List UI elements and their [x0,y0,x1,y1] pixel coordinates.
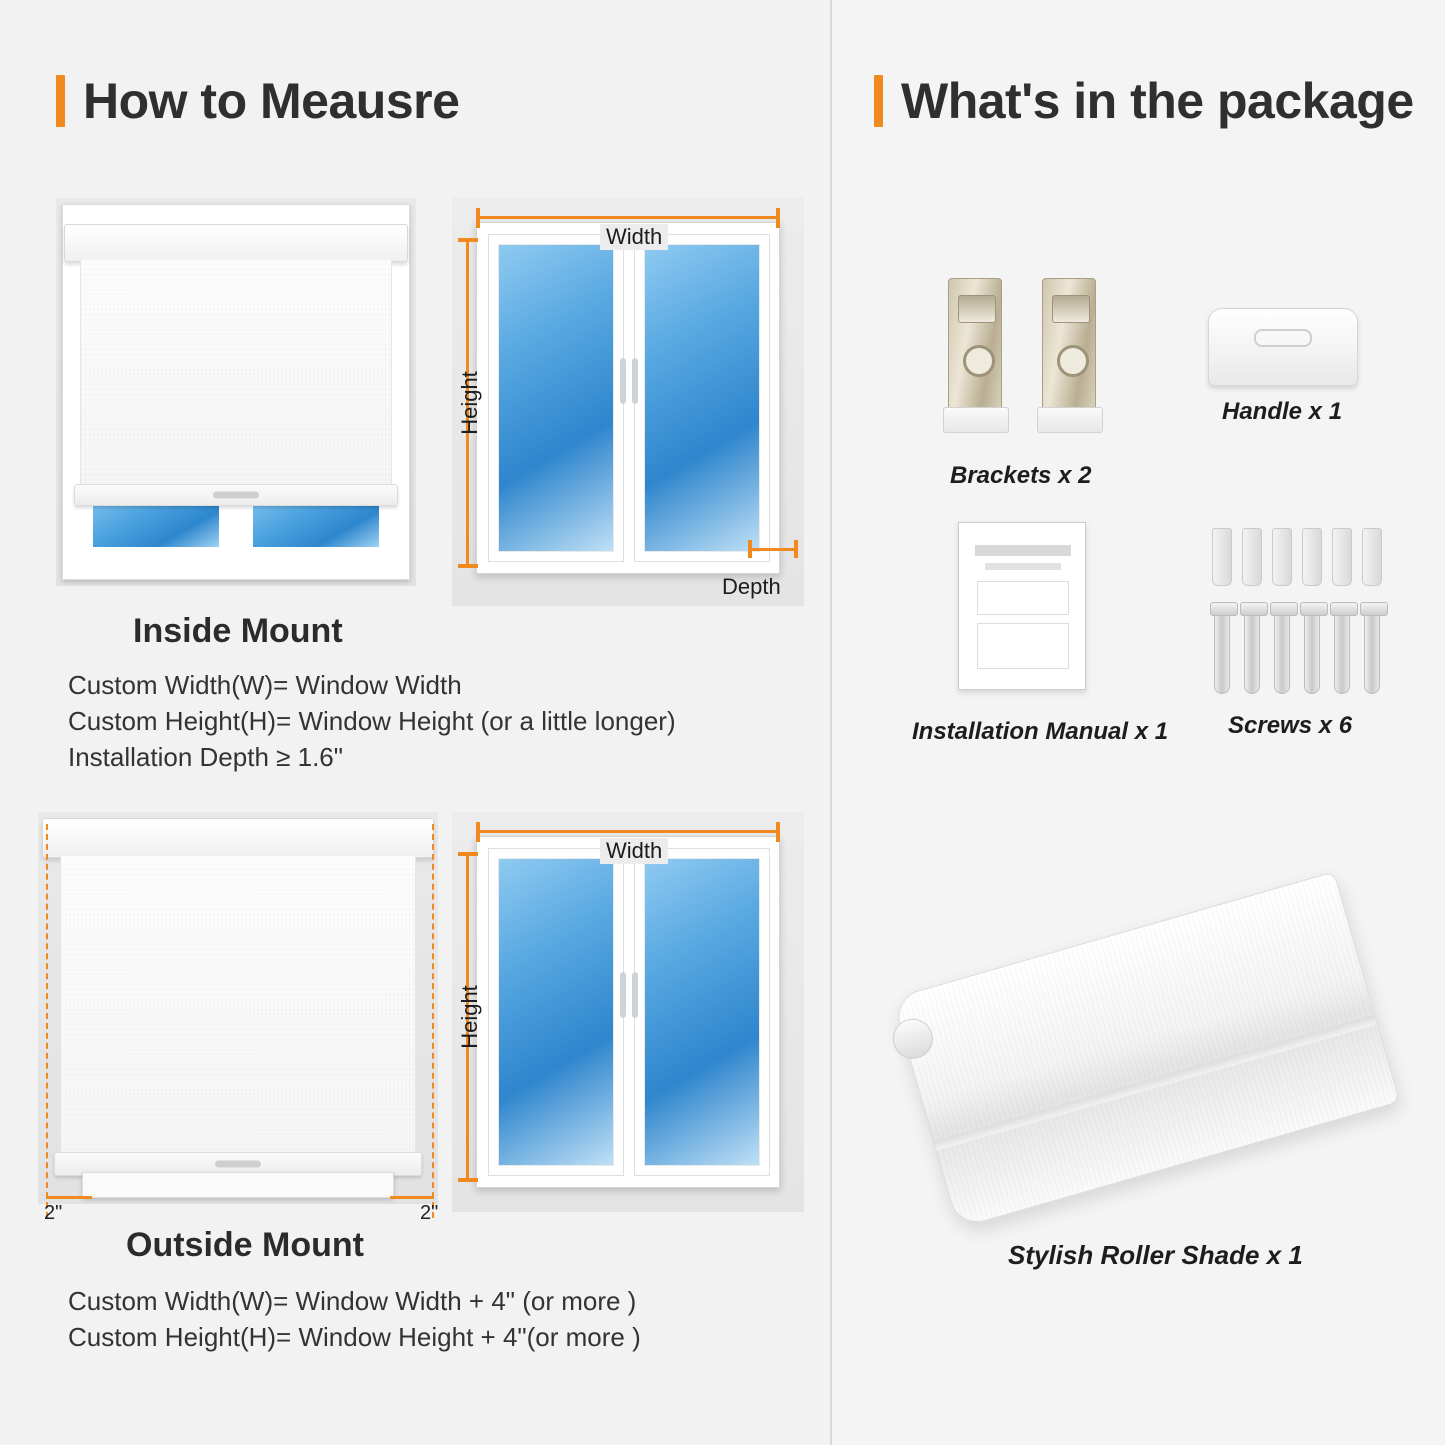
screws-label: Screws x 6 [1228,712,1353,739]
depth-measure-line [748,548,798,551]
inside-mount-dimension-window [452,198,804,606]
wall-anchor-5 [1332,528,1352,586]
height-label: Height [457,371,482,435]
accent-bar-icon [874,75,883,127]
window-sash-left [486,232,626,564]
overhang-right-line [390,1196,434,1199]
outside-mount-caption: Outside Mount [126,1226,364,1264]
package-contents-panel [830,0,1445,1445]
screw-5 [1334,608,1350,694]
outside-mount-shade-illustration [38,812,438,1204]
screw-4 [1304,608,1320,694]
inside-mount-line-2: Custom Height(H)= Window Height (or a little longer) [68,706,676,736]
height-mark-top [458,852,478,856]
inside-mount-shade-illustration [56,198,416,586]
screw-3 [1274,608,1290,694]
outside-guide-right [432,824,434,1218]
outside-mount-line-2: Custom Height(H)= Window Height + 4"(or more ) [68,1322,641,1352]
screw-1 [1214,608,1230,694]
height-label: Height [457,985,482,1049]
bracket-base [943,407,1009,433]
window-sash-right [632,846,772,1178]
window-handle-right [632,972,638,1018]
width-label: Width [600,838,668,864]
depth-label: Depth [722,574,781,599]
bracket-base [1037,407,1103,433]
head-rail [64,224,408,262]
overhang-right-label: 2" [420,1202,439,1224]
glass-pane-left [498,858,614,1166]
window-handle-left [620,972,626,1018]
roller-shade-seam [934,1014,1377,1150]
package-heading [874,72,1414,130]
manual-title-line [975,545,1071,556]
screw-2 [1244,608,1260,694]
column-divider [830,0,832,1445]
height-mark-bottom [458,564,478,568]
wall-anchor-1 [1212,528,1232,586]
outside-guide-left [46,824,48,1218]
roller-shade-label: Stylish Roller Shade x 1 [1008,1240,1303,1270]
inside-mount-line-3: Installation Depth ≥ 1.6" [68,742,343,772]
width-measure-line [476,830,780,833]
manual-label: Installation Manual x 1 [912,718,1169,745]
manual-figure-1 [977,581,1069,615]
window-sill [82,1172,394,1198]
wall-anchor-2 [1242,528,1262,586]
glass-pane-right [644,244,760,552]
window-sash-left [486,846,626,1178]
inside-mount-line-1: Custom Width(W)= Window Width [68,670,462,700]
overhang-left-label: 2" [44,1202,63,1224]
width-label: Width [600,224,668,250]
window-handle-right [632,358,638,404]
shade-fabric [60,856,416,1160]
shade-fabric [80,260,392,490]
window-handle-left [620,358,626,404]
installation-manual-part [958,522,1086,690]
outside-mount-line-1: Custom Width(W)= Window Width + 4" (or more ) [68,1286,637,1316]
bracket-part-2 [1042,278,1096,428]
package-title: What's in the package [901,73,1414,129]
glass-pane-right [644,858,760,1166]
how-to-measure-heading [56,72,459,130]
inside-mount-caption: Inside Mount [133,612,343,650]
width-measure-line [476,216,780,219]
wall-anchor-6 [1362,528,1382,586]
screw-6 [1364,608,1380,694]
outside-mount-dimension-window [452,812,804,1212]
overhang-left-line [46,1196,92,1199]
height-mark-bottom [458,1178,478,1182]
depth-mark-start [748,540,752,558]
bottom-rail [74,484,398,506]
wall-anchor-3 [1272,528,1292,586]
depth-mark-end [794,540,798,558]
head-rail [42,818,434,858]
roller-shade-part [892,871,1400,1228]
brackets-label: Brackets x 2 [950,462,1092,489]
window-sash-right [632,232,772,564]
manual-subtitle-line [985,563,1061,570]
roller-end-cap [888,1014,937,1063]
glass-pane-left [498,244,614,552]
height-mark-top [458,238,478,242]
bracket-part-1 [948,278,1002,428]
how-to-measure-title: How to Meausre [83,73,460,129]
handle-label: Handle x 1 [1222,398,1343,425]
accent-bar-icon [56,75,65,127]
handle-part [1208,308,1358,386]
wall-anchor-4 [1302,528,1322,586]
manual-figure-2 [977,623,1069,669]
